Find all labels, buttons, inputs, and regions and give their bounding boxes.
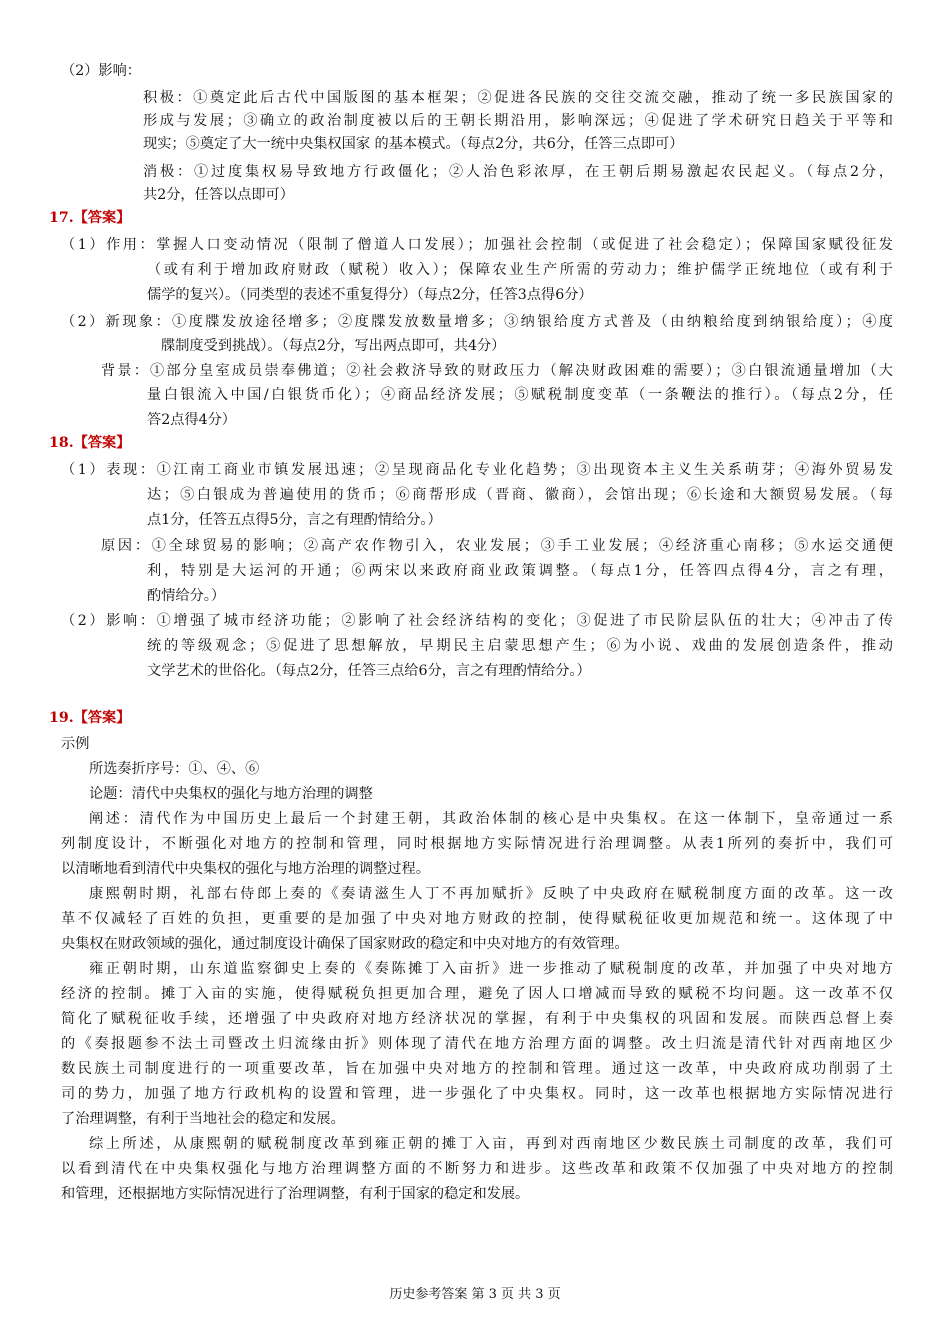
text-line: 量白银流入中国/白银货币化）；④商品经济发展；⑤赋税制度变革（一条鞭法的推行）。（每点2分，任 (147, 387, 893, 403)
text-line: 简化了赋税征收手续，还增强了中央政府对地方经济状况的掌握，有利于中央集权的巩固和发展。而陕西总督上奏 (61, 1011, 893, 1027)
text-line: 现实；⑤奠定了大一统中央集权国家 的基本模式。（每点2分，共6分，任答三点即可） (143, 136, 684, 152)
text-line: 阐述：清代作为中国历史上最后一个封建王朝，其政治体制的核心是中央集权。在这一体制下，皇帝通过一系 (89, 811, 893, 827)
text-line: （2）新现象：①度牒发放途径增多；②度牒发放数量增多；③纳银给度方式普及（由纳粮给度到纳银给度）；④度 (61, 314, 893, 330)
text-line: 背景：①部分皇室成员崇奉佛道；②社会救济导致的财政压力（解决财政困难的需要）；③白银流通量增加（大 (101, 363, 893, 379)
text-line: 的《奏报题参不法土司暨改土归流缘由折》则体现了清代在地方治理方面的调整。改土归流是清代针对西南地区少 (61, 1036, 893, 1052)
text-line: 和管理，还根据地方实际情况进行了治理调整，有利于国家的稳定和发展。 (61, 1186, 530, 1202)
text-line: 综上所述，从康熙朝的赋税制度改革到雍正朝的摊丁入亩，再到对西南地区少数民族土司制度的改革，我们可 (89, 1136, 893, 1152)
text-line: 统的等级观念；⑤促进了思想解放，早期民主启蒙思想产生；⑥为小说、戏曲的发展创造条件，推动 (147, 638, 893, 654)
text-line: 原因：①全球贸易的影响；②高产农作物引入，农业发展；③手工业发展；④经济重心南移；⑤水运交通便 (101, 538, 893, 554)
text-line: 消极：①过度集权易导致地方行政僵化；②人治色彩浓厚，在王朝后期易激起农民起义。（每点2分， (143, 164, 893, 180)
text-line: 列制度设计，不断强化对地方的控制和管理，同时根据地方实际情况进行治理调整。从表1所列的奏折中，我们可 (61, 836, 893, 852)
text-line: 儒学的复兴）。（同类型的表述不重复得分）（每点2分，任答3点得6分） (147, 287, 593, 303)
text-line: 点1分，任答五点得5分，言之有理酌情给分。） (147, 512, 442, 528)
text-line: 利，特别是大运河的开通；⑥两宋以来政府商业政策调整。（每点1分，任答四点得4分，言之有理， (147, 563, 893, 579)
text-line: 积极：①奠定此后古代中国版图的基本框架；②促进各民族的交往交流交融，推动了统一多民族国家的 (143, 90, 893, 106)
text-line: （1）作用：掌握人口变动情况（限制了僧道人口发展）；加强社会控制（或促进了社会稳定）；保障国家赋役征发 (61, 237, 893, 253)
text-line: 示例 (61, 736, 90, 752)
text-line: 以清晰地看到清代中央集权的强化与地方治理的调整过程。 (61, 861, 430, 877)
text-line: 了治理调整，有利于当地社会的稳定和发展。 (61, 1111, 345, 1127)
text-line: 共2分，任答以点即可） (143, 187, 294, 203)
answer-heading: 18.【答案】 (49, 435, 131, 451)
answer-heading: 17.【答案】 (49, 210, 131, 226)
text-line: 形成与发展；③确立的政治制度被以后的王朝长期沿用，影响深远；④促进了学术研究日趋关于平等和 (143, 113, 893, 129)
page-footer: 历史参考答案 第 3 页 共 3 页 (389, 1287, 561, 1302)
text-line: 经济的控制。摊丁入亩的实施，使得赋税负担更加合理，避免了因人口增减而导致的赋税不均问题。这一改革不仅 (61, 986, 893, 1002)
text-line: 答2点得4分） (147, 412, 236, 428)
text-line: 酌情给分。） (147, 588, 226, 604)
text-line: 文学艺术的世俗化。（每点2分，任答三点给6分，言之有理酌情给分。） (147, 663, 591, 679)
text-line: 以看到清代在中央集权强化与地方治理调整方面的不断努力和进步。这些改革和政策不仅加强了中央对地方的控制 (61, 1161, 893, 1177)
text-line: （2）影响： (61, 63, 141, 79)
text-line: 康熙朝时期，礼部右侍郎上奏的《奏请滋生人丁不再加赋折》反映了中央政府在赋税制度方面的改革。这一改 (89, 886, 893, 902)
text-line: 革不仅减轻了百姓的负担，更重要的是加强了中央对地方财政的控制，使得赋税征收更加规范和统一。这体现了中 (61, 911, 893, 927)
text-line: 所选奏折序号：①、④、⑥ (89, 761, 260, 777)
text-line: （或有利于增加政府财政（赋税）收入）；保障农业生产所需的劳动力；维护儒学正统地位（或有利于 (147, 262, 893, 278)
text-line: 央集权在财政领域的强化，通过制度设计确保了国家财政的稳定和中央对地方的有效管理。 (61, 936, 629, 952)
text-line: 达；⑤白银成为普遍使用的货币；⑥商帮形成（晋商、徽商），会馆出现；⑥长途和大额贸易发展。（每 (147, 487, 893, 503)
text-line: 数民族土司制度进行的一项重要改革，旨在加强中央对地方的控制和管理。通过这一改革，中央政府成功削弱了土 (61, 1061, 893, 1077)
answer-heading: 19.【答案】 (49, 710, 131, 726)
text-line: （1）表现：①江南工商业市镇发展迅速；②呈现商品化专业化趋势；③出现资本主义生关系萌芽；④海外贸易发 (61, 462, 893, 478)
text-line: （2）影响：①增强了城市经济功能；②影响了社会经济结构的变化；③促进了市民阶层队伍的壮大；④冲击了传 (61, 613, 893, 629)
text-line: 论题：清代中央集权的强化与地方治理的调整 (89, 786, 373, 802)
text-line: 司的势力，加强了地方行政机构的设置和管理，进一步强化了中央集权。同时，这一改革也根据地方实际情况进行 (61, 1086, 893, 1102)
text-line: 牒制度受到挑战）。（每点2分，写出两点即可，共4分） (161, 338, 506, 354)
text-line: 雍正朝时期，山东道监察御史上奏的《奏陈摊丁入亩折》进一步推动了赋税制度的改革，并加强了中央对地方 (89, 961, 893, 977)
